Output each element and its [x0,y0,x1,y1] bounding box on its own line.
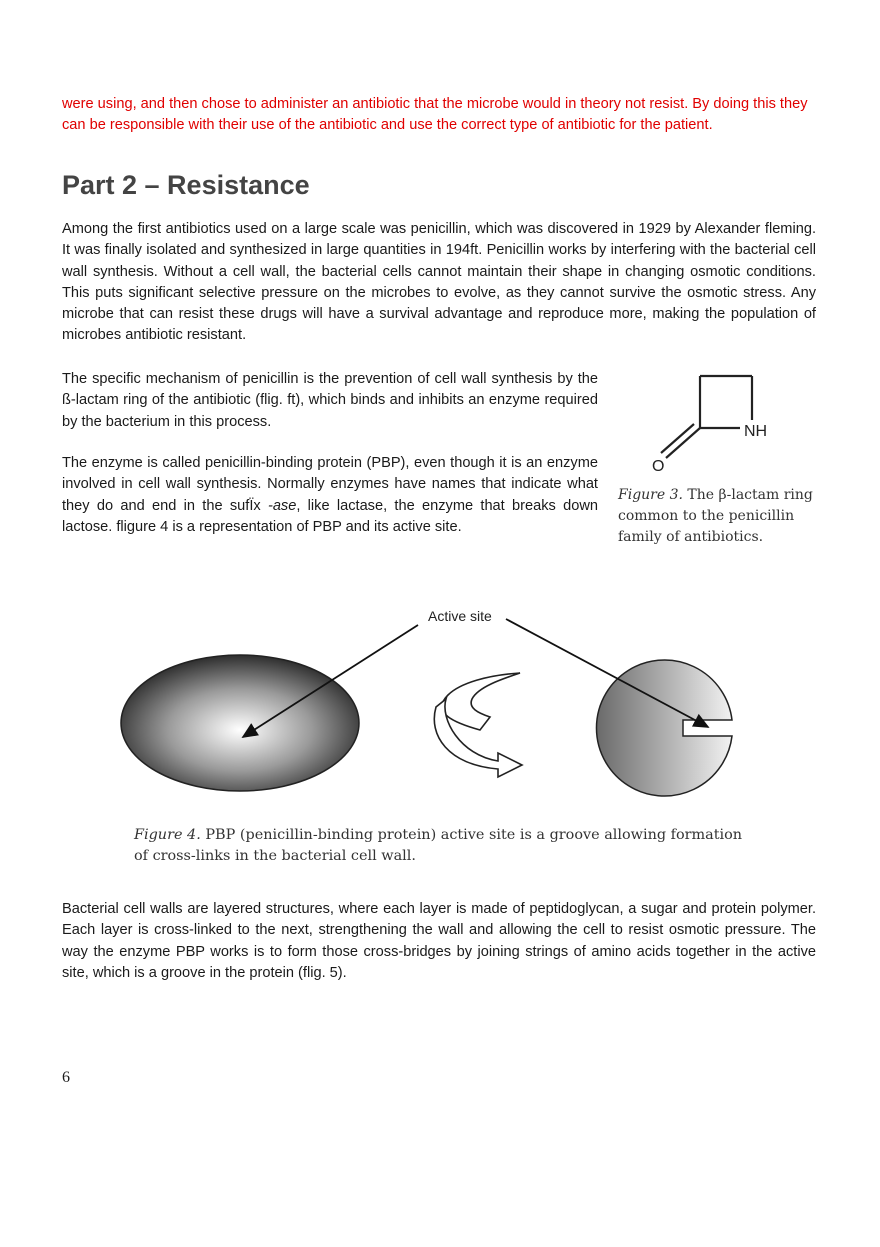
intro-red-text: were using, and then chose to administer an antibiotic that the microbe would in theory not resist. By doing this they can be responsible with their use of the antibiotic and use the correct type of antibiotic for the patient. [62,95,808,134]
beta-lactam-ring-structure [661,376,752,458]
figure4-caption-text: PBP (penicillin-binding protein) active site is a groove allowing formation of cross-links in the bacterial cell wall. [134,827,743,864]
page-number: 6 [62,1069,70,1086]
paragraph-pbp-enzyme [62,453,598,538]
pbp-ellipse-shape [121,655,359,791]
paragraph-pbp-suffix: -ase [267,497,297,514]
nh-label: NH [744,423,768,440]
oxygen-label: O [652,458,665,475]
figure4-caption-prefix: Figure 4. [134,827,201,843]
paragraph-cell-wall-layers: Bacterial cell walls are layered structures, where each layer is made of peptidoglycan, a sugar and protein polymer. Each layer is cross-linked to the next, strengthening the wall and allowing the cell to resist osmotic pressure. The way the enzyme PBP works is to form those cross-bridges by joining strings of amino acids together in the active site, which is a groove in the protein (flig. 5). [62,901,816,981]
figure3-caption [618,485,818,548]
paragraph-pbp-text-b: , like lactase, the enzyme that breaks down lactose. fligure 4 is a representation of PBP and its active site. [62,497,598,535]
figure3-caption-prefix: Figure 3. [618,487,683,503]
paragraph-pbp-text-a: The enzyme is called penicillin-binding protein (PBP), even though it is an enzyme involved in cell wall synthesis. Normally enzymes have names that indicate what they do and end in the sufÏx [62,455,598,514]
paragraph-penicillin-history: Among the first antibiotics used on a large scale was penicillin, which was discovered in 1929 by Alexander fleming. It was finally isolated and synthesized in large quantities in 194ft. Penicillin works by interfering with the bacterial cell wall synthesis. Without a cell wall, the bacterial cells cannot maintain their shape in changing osmotic conditions. This puts significant selective pressure on the microbes to evolve, as they cannot survive the osmotic stress. Any microbe that can resist these drugs will have a survival advantage and reproduce more, making the population of microbes antibiotic resistant. [62,221,816,344]
section-title: Part 2 – Resistance [62,170,310,200]
active-site-label: Active site [428,608,492,624]
rotation-arrow-icon [434,673,522,777]
figure4-caption [134,825,754,867]
paragraph-penicillin-mechanism: The specific mechanism of penicillin is the prevention of cell wall synthesis by the ß-lactam ring of the antibiotic (flig. ft), which binds and inhibits an enzyme required by the bacterium in this process. [62,371,598,430]
pbp-active-site-figure [110,595,760,825]
pbp-circle-with-groove [596,660,732,796]
figure3-caption-text: The β-lactam ring common to the penicillin family of antibiotics. [618,487,813,545]
